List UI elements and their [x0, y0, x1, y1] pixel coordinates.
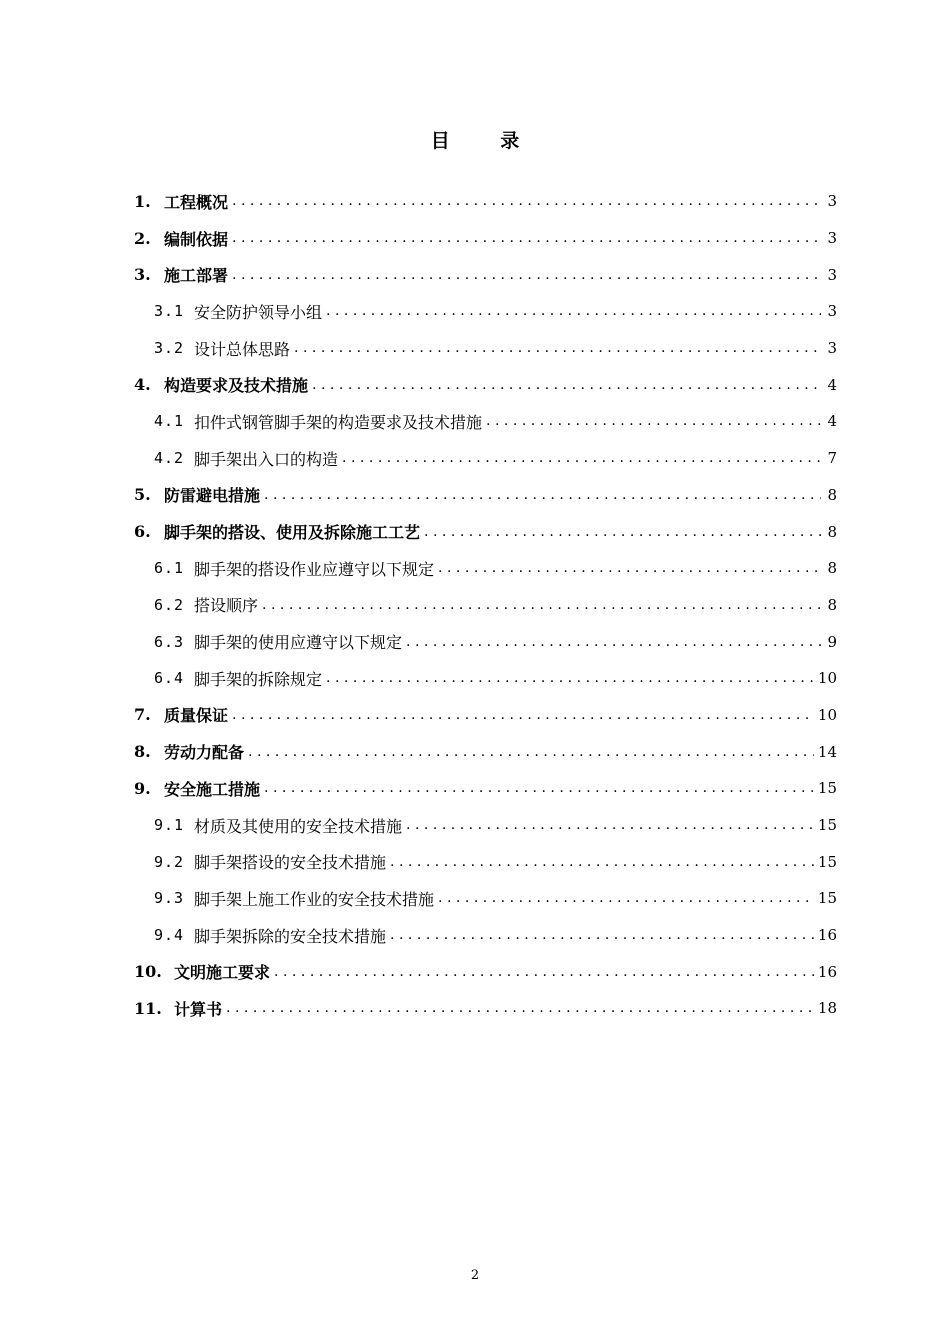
toc-entry-page: 8: [827, 522, 837, 541]
toc-entry-title: 脚手架的使用应遵守以下规定: [194, 633, 403, 653]
toc-entry-title: 脚手架上施工作业的安全技术措施: [194, 889, 435, 909]
toc-dot-leader: [248, 744, 814, 760]
toc-entry[interactable]: [134, 330, 837, 367]
toc-entry-title: 防雷避电措施: [164, 486, 261, 506]
toc-entry-page: 15: [817, 779, 837, 798]
toc-entry-page: 15: [817, 889, 837, 908]
toc-dot-leader: [226, 1000, 814, 1016]
toc-entry[interactable]: [134, 220, 837, 257]
toc-entry-page: 8: [827, 485, 837, 504]
toc-entry-page: 10: [817, 669, 837, 688]
toc-dot-leader: [232, 707, 814, 723]
toc-entry-number: 6.2: [154, 595, 185, 614]
toc-entry[interactable]: [134, 293, 837, 330]
toc-entry-title: 安全防护领导小组: [194, 302, 323, 322]
toc-entry-number: 4.: [134, 375, 151, 395]
toc-entry-page: 4: [827, 412, 837, 431]
toc-entry-title: 质量保证: [164, 706, 229, 726]
page-number: 2: [470, 1268, 480, 1283]
toc-entry[interactable]: [134, 440, 837, 477]
toc-entry-number: 3.: [134, 265, 151, 285]
toc-entry-page: 10: [817, 705, 837, 724]
toc-entry[interactable]: [134, 256, 837, 293]
toc-entry-page: 7: [827, 449, 837, 468]
toc-entry-title: 脚手架的搭设、使用及拆除施工工艺: [164, 523, 421, 543]
toc-entry-page: 9: [827, 632, 837, 651]
toc-entry-page: 8: [827, 595, 837, 614]
toc-entry-page: 18: [817, 999, 837, 1018]
toc-entry-title: 脚手架搭设的安全技术措施: [194, 853, 387, 873]
toc-entry[interactable]: [134, 990, 837, 1027]
toc-entry-title: 文明施工要求: [174, 963, 271, 983]
toc-entry[interactable]: [134, 183, 837, 220]
toc-dot-leader: [262, 597, 821, 613]
toc-entry-title: 扣件式钢管脚手架的构造要求及技术措施: [194, 412, 483, 432]
toc-entry-page: 15: [817, 852, 837, 871]
toc-dot-leader: [390, 854, 814, 870]
toc-entry-number: 7.: [134, 705, 151, 725]
toc-entry-page: 3: [827, 302, 837, 321]
toc-entry-page: 14: [817, 742, 837, 761]
toc-entry-page: 3: [827, 192, 837, 211]
toc-entry[interactable]: [134, 733, 837, 770]
toc-dot-leader: [232, 230, 821, 246]
toc-dot-leader: [264, 487, 821, 503]
toc-dot-leader: [406, 817, 814, 833]
toc-entry-number: 11.: [134, 998, 162, 1018]
toc-entry-number: 8.: [134, 742, 151, 762]
toc-dot-leader: [264, 780, 814, 796]
toc-entry-number: 6.3: [154, 632, 185, 651]
toc-entry[interactable]: [134, 587, 837, 624]
toc-entry[interactable]: [134, 953, 837, 990]
toc-entry-number: 9.1: [154, 816, 185, 835]
toc-entry-title: 脚手架出入口的构造: [194, 449, 339, 469]
toc-entry[interactable]: [134, 660, 837, 697]
toc-entry[interactable]: [134, 623, 837, 660]
toc-entry-page: 15: [817, 816, 837, 835]
toc-dot-leader: [438, 560, 821, 576]
toc-entry-number: 9.2: [154, 852, 185, 871]
toc-entry-title: 脚手架的搭设作业应遵守以下规定: [194, 559, 435, 579]
toc-entry-page: 4: [827, 375, 837, 394]
toc-entry-title: 材质及其使用的安全技术措施: [194, 816, 403, 836]
toc-dot-leader: [326, 670, 814, 686]
page-title: 目 录: [430, 130, 542, 152]
toc-entry-page: 3: [827, 265, 837, 284]
toc-entry[interactable]: [134, 403, 837, 440]
toc-entry-number: 4.2: [154, 449, 185, 468]
toc-entry-number: 2.: [134, 228, 151, 248]
toc-entry-title: 构造要求及技术措施: [164, 376, 309, 396]
toc-entry-number: 1.: [134, 191, 151, 211]
toc-entry-title: 脚手架拆除的安全技术措施: [194, 926, 387, 946]
toc-dot-leader: [294, 340, 821, 356]
toc-entry[interactable]: [134, 550, 837, 587]
toc-entry-page: 3: [827, 229, 837, 248]
toc-entry-title: 设计总体思路: [194, 339, 291, 359]
toc-dot-leader: [406, 634, 821, 650]
toc-dot-leader: [438, 890, 814, 906]
toc-entry-title: 劳动力配备: [164, 743, 245, 763]
toc-entry[interactable]: [134, 917, 837, 954]
toc-entry-page: 8: [827, 559, 837, 578]
toc-entry[interactable]: [134, 513, 837, 550]
toc-entry[interactable]: [134, 770, 837, 807]
toc-entry-number: 3.2: [154, 339, 185, 358]
toc-dot-leader: [326, 303, 821, 319]
toc-entry-number: 5.: [134, 485, 151, 505]
toc-dot-leader: [424, 524, 821, 540]
toc-entry-page: 16: [817, 962, 837, 981]
toc-entry[interactable]: [134, 697, 837, 734]
toc-entry[interactable]: [134, 807, 837, 844]
toc-entry[interactable]: [134, 366, 837, 403]
toc-entry-title: 搭设顺序: [194, 596, 259, 616]
toc-entry-number: 9.: [134, 778, 151, 798]
toc-entry-number: 10.: [134, 962, 162, 982]
toc-entry-title: 工程概况: [164, 192, 229, 212]
toc-entry[interactable]: [134, 880, 837, 917]
toc-dot-leader: [390, 927, 814, 943]
table-of-contents: [134, 183, 837, 1027]
toc-entry-page: 3: [827, 339, 837, 358]
toc-dot-leader: [232, 193, 821, 209]
toc-entry-title: 计算书: [174, 999, 223, 1019]
toc-entry-number: 6.: [134, 522, 151, 542]
toc-entry-number: 4.1: [154, 412, 185, 431]
toc-entry[interactable]: [134, 477, 837, 514]
toc-entry-title: 编制依据: [164, 229, 229, 249]
toc-entry-number: 9.3: [154, 889, 185, 908]
toc-entry-number: 9.4: [154, 926, 185, 945]
toc-entry-title: 施工部署: [164, 266, 229, 286]
toc-entry-number: 6.1: [154, 559, 185, 578]
toc-entry-title: 脚手架的拆除规定: [194, 669, 323, 689]
toc-entry-number: 6.4: [154, 669, 185, 688]
toc-entry[interactable]: [134, 843, 837, 880]
toc-entry-page: 16: [817, 926, 837, 945]
toc-dot-leader: [342, 450, 821, 466]
toc-entry-number: 3.1: [154, 302, 185, 321]
toc-dot-leader: [312, 377, 821, 393]
toc-dot-leader: [232, 267, 821, 283]
toc-dot-leader: [274, 964, 814, 980]
toc-entry-title: 安全施工措施: [164, 779, 261, 799]
toc-dot-leader: [486, 413, 821, 429]
